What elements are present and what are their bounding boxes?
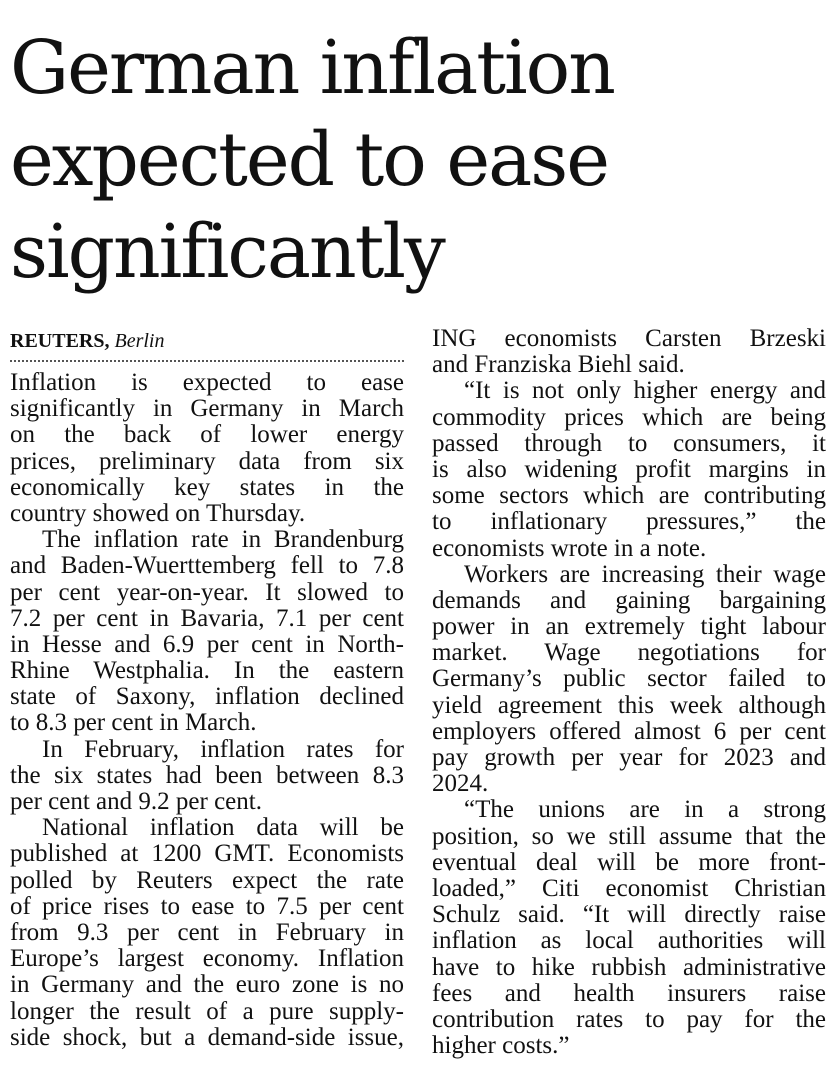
body-text-line: the six states had been between 8.3 — [10, 761, 404, 789]
headline-line-2: expected to ease — [10, 117, 609, 203]
body-text-line: “The unions are in a strong — [464, 796, 826, 824]
body-text-line: economically key states in the — [10, 473, 404, 501]
headline — [10, 22, 830, 298]
body-text-line: and Baden-Wuerttemberg fell to 7.8 — [10, 552, 404, 580]
headline-line-1: German inflation — [10, 25, 614, 111]
body-text-line: pay growth per year for 2023 and — [432, 744, 826, 771]
body-text-line: employers offered almost 6 per cent — [432, 717, 826, 745]
body-text-line: yield agreement this week although — [432, 691, 826, 719]
article-column-left — [10, 326, 404, 1051]
body-text-line: fees and health insurers raise — [432, 979, 826, 1007]
body-text-line: market. Wage negotiations for — [432, 639, 826, 667]
body-text-line: from 9.3 per cent in February in — [10, 918, 404, 946]
body-text-line: country showed on Thursday. — [10, 499, 306, 527]
body-text-line: on the back of lower energy — [10, 421, 404, 449]
body-text-line: Workers are increasing their wage — [464, 560, 826, 588]
body-text-line: state of Saxony, inflation declined — [10, 683, 404, 711]
headline-line-3: significantly — [10, 209, 444, 295]
body-text-line: Schulz said. “It will directly raise — [432, 901, 826, 929]
body-text-line: have to hike rubbish administrative — [432, 953, 826, 981]
byline-place: Berlin — [114, 330, 165, 352]
body-text-line: some sectors which are contributing — [432, 482, 826, 510]
body-text-line: The inflation rate in Brandenburg — [42, 526, 404, 554]
body-text-line: to 8.3 per cent in March. — [10, 709, 257, 737]
body-text-line: is also widening profit margins in — [432, 455, 826, 483]
body-text-line: Rhine Westphalia. In the eastern — [10, 657, 404, 685]
body-text-line: position, so we still assume that the — [432, 822, 826, 850]
body-text-line: polled by Reuters expect the rate — [10, 866, 404, 894]
body-text-line: higher costs.” — [432, 1032, 570, 1060]
body-text-line: In February, inflation rates for — [42, 735, 404, 763]
body-text-line: “It is not only higher energy and — [464, 377, 826, 405]
body-text-line: 2024. — [432, 770, 489, 798]
body-text-line: longer the result of a pure supply- — [10, 997, 404, 1025]
body-text-line: Inflation is expected to ease — [10, 369, 404, 396]
body-text-line: in Germany and the euro zone is no — [10, 971, 404, 999]
body-text-line: loaded,” Citi economist Christian — [432, 874, 826, 902]
body-text-line: commodity prices which are being — [432, 403, 826, 431]
body-text-line: and Franziska Biehl said. — [432, 351, 685, 379]
article-column-right — [432, 326, 826, 1059]
body-text-line: side shock, but a demand-side issue, — [10, 1023, 404, 1051]
body-text-line: of price rises to ease to 7.5 per cent — [10, 892, 404, 920]
body-text-line: Europe’s largest economy. Inflation — [10, 945, 404, 973]
body-text-line: contribution rates to pay for the — [432, 1005, 826, 1033]
body-text-line: per cent year-on-year. It slowed to — [10, 578, 404, 606]
body-text-line: National inflation data will be — [42, 814, 404, 842]
body-text-line: prices, preliminary data from six — [10, 447, 404, 475]
body-text-line: power in an extremely tight labour — [432, 613, 826, 641]
body-text-line: passed through to consumers, it — [432, 429, 826, 457]
body-text-line: economists wrote in a note. — [432, 534, 707, 562]
body-text-line: published at 1200 GMT. Economists — [10, 840, 404, 868]
body-text-line: Germany’s public sector failed to — [432, 665, 826, 693]
body-text-line: eventual deal will be more front- — [432, 848, 826, 876]
left-column-body — [10, 370, 404, 1051]
body-text-line: inflation as local authorities will — [432, 927, 826, 955]
body-text-line: significantly in Germany in March — [10, 395, 404, 423]
byline — [10, 326, 404, 362]
body-text-line: ING economists Carsten Brzeski — [432, 325, 826, 352]
body-text-line: per cent and 9.2 per cent. — [10, 788, 262, 815]
body-text-line: to inflationary pressures,” the — [432, 508, 826, 536]
body-text-line: 7.2 per cent in Bavaria, 7.1 per cent — [10, 604, 404, 632]
byline-agency: REUTERS, — [10, 330, 110, 352]
body-text-line: demands and gaining bargaining — [432, 586, 826, 614]
body-text-line: in Hesse and 6.9 per cent in North- — [10, 630, 404, 658]
right-column-body — [432, 326, 826, 1059]
